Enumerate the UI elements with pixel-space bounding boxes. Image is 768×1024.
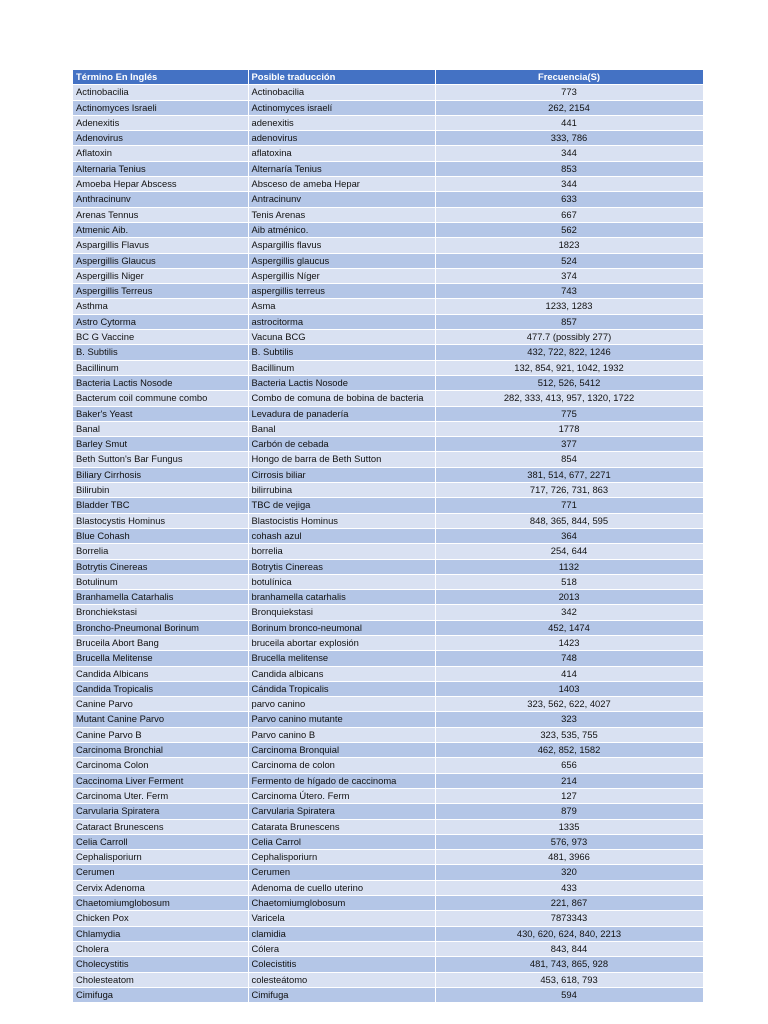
cell-english-term: Asthma [73,299,248,314]
cell-frequency: 333, 786 [435,131,703,146]
cell-frequency: 282, 333, 413, 957, 1320, 1722 [435,391,703,406]
cell-english-term: Cephalisporiurn [73,850,248,865]
cell-english-term: Actinomyces Israeli [73,100,248,115]
cell-english-term: Chicken Pox [73,911,248,926]
cell-translation: parvo canino [248,697,435,712]
cell-english-term: Atmenic Aib. [73,222,248,237]
cell-english-term: Bacteria Lactis Nosode [73,375,248,390]
cell-frequency: 323, 535, 755 [435,727,703,742]
table-row [73,375,703,390]
table-row [73,238,703,253]
cell-translation: Combo de comuna de bobina de bacteria [248,391,435,406]
header-frequencies: Frecuencia(S) [435,70,703,85]
cell-translation: Botrytis Cinereas [248,559,435,574]
cell-translation: Candida albicans [248,666,435,681]
cell-translation: cohash azul [248,528,435,543]
table-row [73,666,703,681]
cell-translation: Aib atménico. [248,222,435,237]
table-row [73,330,703,345]
cell-english-term: Bacterum coil commune combo [73,391,248,406]
cell-translation: Borinum bronco-neumonal [248,620,435,635]
cell-frequency: 879 [435,804,703,819]
cell-translation: Carcinoma Útero. Ferm [248,788,435,803]
cell-frequency: 453, 618, 793 [435,972,703,987]
cell-translation: Vacuna BCG [248,330,435,345]
cell-english-term: Carcinoma Colon [73,758,248,773]
cell-frequency: 462, 852, 1582 [435,743,703,758]
cell-english-term: Aspergillis Niger [73,268,248,283]
cell-english-term: Bronchiekstasi [73,605,248,620]
cell-english-term: Astro Cytorma [73,314,248,329]
cell-translation: Bacillinum [248,360,435,375]
table-row [73,544,703,559]
table-row [73,788,703,803]
cell-frequency: 414 [435,666,703,681]
cell-english-term: Cholesteatom [73,972,248,987]
header-english-term: Término En Inglés [73,70,248,85]
table-row [73,743,703,758]
cell-translation: adenexitis [248,115,435,130]
table-row [73,712,703,727]
table-row [73,452,703,467]
cell-english-term: Candida Albicans [73,666,248,681]
cell-english-term: Aspergillis Terreus [73,284,248,299]
cell-frequency: 524 [435,253,703,268]
cell-translation: Carvularia Spiratera [248,804,435,819]
table-row [73,620,703,635]
cell-frequency: 323, 562, 622, 4027 [435,697,703,712]
table-row [73,85,703,100]
cell-translation: Banal [248,421,435,436]
cell-translation: Cirrosis biliar [248,467,435,482]
table-row [73,972,703,987]
cell-english-term: Canine Parvo [73,697,248,712]
cell-english-term: Candida Tropicalis [73,681,248,696]
cell-frequency: 452, 1474 [435,620,703,635]
cell-translation: Carcinoma de colon [248,758,435,773]
cell-translation: Cephalisporiurn [248,850,435,865]
cell-translation: Aspargillis flavus [248,238,435,253]
cell-frequency: 1132 [435,559,703,574]
cell-frequency: 7873343 [435,911,703,926]
cell-english-term: Chlamydia [73,926,248,941]
table-row [73,391,703,406]
cell-english-term: Aspargillis Flavus [73,238,248,253]
cell-english-term: Bruceila Abort Bang [73,635,248,650]
table-row [73,804,703,819]
table-row [73,834,703,849]
cell-translation: aspergillis terreus [248,284,435,299]
cell-english-term: BC G Vaccine [73,330,248,345]
cell-translation: Aspergillis Níger [248,268,435,283]
table-row [73,941,703,956]
cell-translation: TBC de vejiga [248,498,435,513]
cell-english-term: Cholecystitis [73,957,248,972]
cell-english-term: Adenovirus [73,131,248,146]
cell-frequency: 323 [435,712,703,727]
cell-translation: Parvo canino mutante [248,712,435,727]
cell-frequency: 594 [435,987,703,1002]
cell-frequency: 848, 365, 844, 595 [435,513,703,528]
cell-english-term: Actinobacilia [73,85,248,100]
cell-english-term: Carcinoma Bronchial [73,743,248,758]
cell-translation: Chaetomiumglobosum [248,896,435,911]
table-row [73,345,703,360]
cell-english-term: Cholera [73,941,248,956]
cell-translation: Actinomyces israelí [248,100,435,115]
cell-translation: Cimifuga [248,987,435,1002]
cell-translation: Absceso de ameba Hepar [248,177,435,192]
table-row [73,987,703,1002]
cell-frequency: 477.7 (possibly 277) [435,330,703,345]
cell-frequency: 1823 [435,238,703,253]
cell-frequency: 262, 2154 [435,100,703,115]
table-row [73,681,703,696]
cell-translation: Varicela [248,911,435,926]
cell-translation: B. Subtilis [248,345,435,360]
cell-frequency: 775 [435,406,703,421]
table-row [73,590,703,605]
cell-frequency: 344 [435,177,703,192]
cell-english-term: Cervix Adenoma [73,880,248,895]
cell-translation: astrocitorma [248,314,435,329]
cell-english-term: Baker's Yeast [73,406,248,421]
table-body [73,85,703,1003]
table-row [73,880,703,895]
cell-translation: colesteátomo [248,972,435,987]
cell-english-term: Carcinoma Uter. Ferm [73,788,248,803]
cell-translation: botulínica [248,574,435,589]
table-row [73,911,703,926]
cell-frequency: 853 [435,161,703,176]
table-row [73,957,703,972]
cell-frequency: 1403 [435,681,703,696]
cell-frequency: 1233, 1283 [435,299,703,314]
cell-english-term: Canine Parvo B [73,727,248,742]
cell-english-term: Branhamella Catarhalis [73,590,248,605]
table-row [73,559,703,574]
cell-frequency: 342 [435,605,703,620]
cell-frequency: 377 [435,437,703,452]
cell-translation: Tenis Arenas [248,207,435,222]
cell-english-term: Brucella Melitense [73,651,248,666]
cell-english-term: Alternaria Tenius [73,161,248,176]
cell-translation: Cólera [248,941,435,956]
table-row [73,758,703,773]
table-row [73,574,703,589]
cell-frequency: 1423 [435,635,703,650]
cell-frequency: 320 [435,865,703,880]
cell-translation: branhamella catarhalis [248,590,435,605]
cell-frequency: 743 [435,284,703,299]
cell-frequency: 214 [435,773,703,788]
cell-frequency: 2013 [435,590,703,605]
cell-english-term: Celia Carroll [73,834,248,849]
cell-translation: Bronquiekstasi [248,605,435,620]
table-row [73,651,703,666]
cell-frequency: 857 [435,314,703,329]
cell-english-term: Bacillinum [73,360,248,375]
table-row [73,299,703,314]
cell-translation: bruceila abortar explosión [248,635,435,650]
cell-english-term: Beth Sutton's Bar Fungus [73,452,248,467]
table-row [73,284,703,299]
cell-english-term: Aflatoxin [73,146,248,161]
table-row [73,773,703,788]
cell-english-term: Cerumen [73,865,248,880]
cell-translation: Carbón de cebada [248,437,435,452]
cell-frequency: 364 [435,528,703,543]
cell-frequency: 717, 726, 731, 863 [435,483,703,498]
cell-english-term: Carvularia Spiratera [73,804,248,819]
cell-translation: Alternaría Tenius [248,161,435,176]
cell-english-term: Banal [73,421,248,436]
cell-frequency: 127 [435,788,703,803]
table-row [73,222,703,237]
cell-frequency: 254, 644 [435,544,703,559]
cell-translation: Bacteria Lactis Nosode [248,375,435,390]
cell-english-term: Mutant Canine Parvo [73,712,248,727]
cell-translation: Carcinoma Bronquial [248,743,435,758]
table-row [73,406,703,421]
cell-frequency: 518 [435,574,703,589]
cell-translation: Colecistitis [248,957,435,972]
cell-translation: Actinobacilia [248,85,435,100]
cell-english-term: Cataract Brunescens [73,819,248,834]
table-row [73,192,703,207]
cell-english-term: Bilirubin [73,483,248,498]
cell-english-term: Borrelia [73,544,248,559]
table-row [73,437,703,452]
cell-frequency: 1335 [435,819,703,834]
cell-english-term: Biliary Cirrhosis [73,467,248,482]
cell-translation: Fermento de hígado de caccinoma [248,773,435,788]
cell-translation: Cándida Tropicalis [248,681,435,696]
cell-translation: Parvo canino B [248,727,435,742]
cell-english-term: Adenexitis [73,115,248,130]
cell-english-term: Broncho-Pneumonal Borinum [73,620,248,635]
table-row [73,314,703,329]
table-row [73,865,703,880]
header-translation: Posible traducción [248,70,435,85]
table-row [73,253,703,268]
table-row [73,360,703,375]
table-row [73,513,703,528]
table-row [73,131,703,146]
table-row [73,850,703,865]
table-row [73,727,703,742]
cell-translation: adenovirus [248,131,435,146]
cell-english-term: Cimifuga [73,987,248,1002]
cell-frequency: 381, 514, 677, 2271 [435,467,703,482]
cell-english-term: Botrytis Cinereas [73,559,248,574]
cell-frequency: 481, 3966 [435,850,703,865]
cell-english-term: Botulinum [73,574,248,589]
cell-english-term: Aspergillis Glaucus [73,253,248,268]
header-row [73,70,703,85]
cell-frequency: 441 [435,115,703,130]
cell-translation: bilirrubina [248,483,435,498]
cell-translation: Antracinunv [248,192,435,207]
cell-frequency: 433 [435,880,703,895]
cell-english-term: Amoeba Hepar Abscess [73,177,248,192]
cell-frequency: 374 [435,268,703,283]
table-row [73,100,703,115]
table-row [73,697,703,712]
table-row [73,467,703,482]
table-row [73,115,703,130]
cell-frequency: 771 [435,498,703,513]
cell-english-term: Caccinoma Liver Ferment [73,773,248,788]
cell-english-term: Blastocystis Hominus [73,513,248,528]
table-row [73,528,703,543]
cell-english-term: Arenas Tennus [73,207,248,222]
cell-translation: Celia Carrol [248,834,435,849]
table-row [73,605,703,620]
cell-frequency: 667 [435,207,703,222]
cell-frequency: 773 [435,85,703,100]
table-row [73,421,703,436]
cell-translation: borrelia [248,544,435,559]
table-header [73,70,703,85]
table-row [73,146,703,161]
table-row [73,268,703,283]
cell-translation: Levadura de panadería [248,406,435,421]
cell-frequency: 512, 526, 5412 [435,375,703,390]
table-row [73,498,703,513]
cell-english-term: Blue Cohash [73,528,248,543]
cell-frequency: 854 [435,452,703,467]
cell-frequency: 562 [435,222,703,237]
table-row [73,635,703,650]
cell-frequency: 633 [435,192,703,207]
cell-translation: Asma [248,299,435,314]
table-row [73,177,703,192]
cell-english-term: Barley Smut [73,437,248,452]
cell-translation: Catarata Brunescens [248,819,435,834]
cell-translation: Aspergillis glaucus [248,253,435,268]
cell-frequency: 221, 867 [435,896,703,911]
cell-frequency: 576, 973 [435,834,703,849]
cell-translation: Blastocistis Hominus [248,513,435,528]
cell-translation: Brucella melitense [248,651,435,666]
table-row [73,207,703,222]
terms-table [73,70,704,1003]
cell-translation: Hongo de barra de Beth Sutton [248,452,435,467]
cell-frequency: 843, 844 [435,941,703,956]
cell-frequency: 481, 743, 865, 928 [435,957,703,972]
cell-frequency: 748 [435,651,703,666]
spreadsheet-table-container [73,70,703,1003]
cell-english-term: Bladder TBC [73,498,248,513]
table-row [73,896,703,911]
cell-english-term: B. Subtilis [73,345,248,360]
cell-translation: clamidia [248,926,435,941]
cell-english-term: Anthracinunv [73,192,248,207]
table-row [73,161,703,176]
cell-frequency: 430, 620, 624, 840, 2213 [435,926,703,941]
cell-frequency: 344 [435,146,703,161]
cell-translation: Cerumen [248,865,435,880]
table-row [73,926,703,941]
cell-translation: aflatoxina [248,146,435,161]
table-row [73,819,703,834]
cell-frequency: 132, 854, 921, 1042, 1932 [435,360,703,375]
table-row [73,483,703,498]
cell-translation: Adenoma de cuello uterino [248,880,435,895]
cell-english-term: Chaetomiumglobosum [73,896,248,911]
cell-frequency: 432, 722, 822, 1246 [435,345,703,360]
cell-frequency: 656 [435,758,703,773]
cell-frequency: 1778 [435,421,703,436]
